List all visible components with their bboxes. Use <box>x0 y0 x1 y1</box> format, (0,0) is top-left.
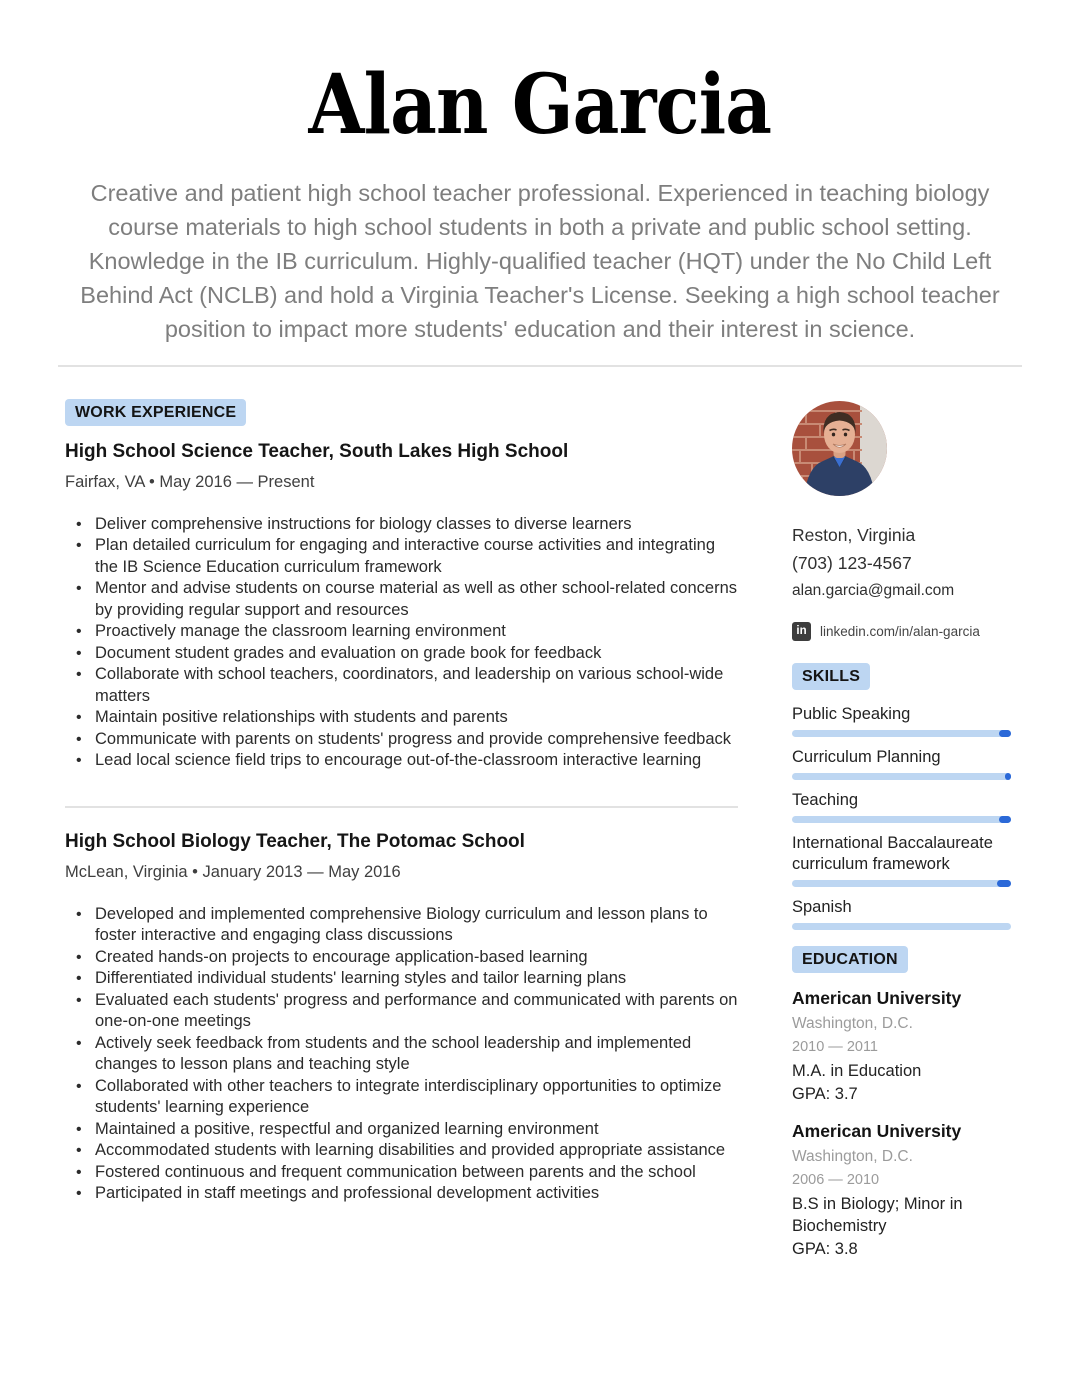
sidebar <box>792 399 1011 1261</box>
linkedin-icon: in <box>792 622 811 641</box>
skill-name: Teaching <box>792 790 859 809</box>
contact-info <box>792 521 1011 605</box>
skill-bar <box>792 730 1011 737</box>
bullet-item: • Actively seek feedback from students and the school leadership and implemented changes to lesson plans and teaching style <box>65 1033 738 1076</box>
bullet-item: • Collaborate with school teachers, coordinators, and leadership on various school-wide matters <box>65 664 738 707</box>
skill-bar <box>792 816 1011 823</box>
bullet-item: • Maintained a positive, respectful and organized learning environment <box>65 1119 738 1141</box>
bullet-item: • Document student grades and evaluation on grade book for feedback <box>65 643 738 665</box>
education-dates: 2006 — 2010 <box>792 1171 880 1188</box>
skills-section <box>792 663 1011 690</box>
skills-section-label: SKILLS <box>792 663 870 690</box>
job-title: High School Science Teacher, South Lakes High School <box>65 440 569 462</box>
bullet-item: • Collaborated with other teachers to integrate interdisciplinary opportunities to optimize students' learning experience <box>65 1076 738 1119</box>
contact-phone: (703) 123-4567 <box>792 552 912 573</box>
skill-item <box>792 790 1011 823</box>
main-column <box>65 399 738 1261</box>
skill-item <box>792 704 1011 737</box>
education-gpa: GPA: 3.8 <box>792 1239 858 1258</box>
education-location: Washington, D.C. <box>792 1014 913 1032</box>
bullet-item: • Proactively manage the classroom learning environment <box>65 621 738 643</box>
skill-name: International Baccalaureate curriculum framework <box>792 833 993 873</box>
contact-email: alan.garcia@gmail.com <box>792 581 955 599</box>
bullet-item: • Evaluated each students' progress and performance and communicated with parents on one-on-one meetings <box>65 990 738 1033</box>
job-meta: McLean, Virginia • January 2013 — May 2016 <box>65 862 401 881</box>
bullet-item: • Deliver comprehensive instructions for biology classes to diverse learners <box>65 514 738 536</box>
skill-level-marker <box>997 880 1011 887</box>
education-school: American University <box>792 1120 962 1141</box>
skill-bar <box>792 923 1011 930</box>
bullet-item: • Mentor and advise students on course material as well as other school-related concerns by providing regular support and resources <box>65 578 738 621</box>
education-section-label: EDUCATION <box>792 946 908 973</box>
education-gpa: GPA: 3.7 <box>792 1084 858 1103</box>
profile-summary: Creative and patient high school teacher professional. Experienced in teaching biology course materials to high school students in both a private and public school setting. Knowledge in the IB curriculum. Highly-qualified teacher (HQT) under the No Child Left Behind Act (NCLB) and hold a Virginia Teacher's License. Seeking a high school teacher position to impact more students' education and their interest in science. <box>80 179 1000 342</box>
bullet-item: • Participated in staff meetings and professional development activities <box>65 1183 738 1205</box>
education-entry-1 <box>792 985 1011 1106</box>
linkedin-row <box>792 622 1011 641</box>
education-location: Washington, D.C. <box>792 1147 913 1165</box>
bullet-item: • Lead local science field trips to encourage out-of-the-classroom interactive learning <box>65 750 738 772</box>
skill-level-marker <box>999 730 1011 737</box>
profile-photo-image <box>792 401 887 496</box>
education-degree: M.A. in Education <box>792 1061 922 1080</box>
job-bullet-list <box>65 904 738 1205</box>
job-meta: Fairfax, VA • May 2016 — Present <box>65 472 315 491</box>
skill-name: Curriculum Planning <box>792 747 941 766</box>
job-divider <box>65 806 738 808</box>
page-title: Alan Garcia <box>308 57 772 153</box>
skill-name: Spanish <box>792 897 852 916</box>
skill-item <box>792 747 1011 780</box>
bullet-item: • Differentiated individual students' learning styles and tailor learning plans <box>65 968 738 990</box>
bullet-item: • Communicate with parents on students' progress and provide comprehensive feedback <box>65 729 738 751</box>
bullet-item: • Fostered continuous and frequent communication between parents and the school <box>65 1162 738 1184</box>
skill-level-marker <box>1005 773 1011 780</box>
education-entry-2 <box>792 1118 1011 1261</box>
skill-item <box>792 897 1011 930</box>
bullet-item: • Accommodated students with learning disabilities and provided appropriate assistance <box>65 1140 738 1162</box>
education-degree: B.S in Biology; Minor in Biochemistry <box>792 1194 963 1235</box>
bullet-item: • Created hands-on projects to encourage application-based learning <box>65 947 738 969</box>
job-entry-2 <box>65 830 738 1205</box>
bullet-item: • Maintain positive relationships with students and parents <box>65 707 738 729</box>
job-bullet-list <box>65 514 738 772</box>
bullet-item: • Developed and implemented comprehensive Biology curriculum and lesson plans to foster interactive and engaging class discussions <box>65 904 738 947</box>
resume-header <box>0 0 1080 346</box>
education-school: American University <box>792 987 962 1008</box>
profile-photo <box>792 401 887 496</box>
education-section <box>792 946 1011 973</box>
skill-bar <box>792 773 1011 780</box>
skill-bar <box>792 880 1011 887</box>
job-entry-1 <box>65 440 738 772</box>
linkedin-url: linkedin.com/in/alan-garcia <box>820 623 980 639</box>
skills-list <box>792 704 1011 930</box>
job-title: High School Biology Teacher, The Potomac School <box>65 830 525 852</box>
content-columns <box>0 367 1080 1261</box>
contact-location: Reston, Virginia <box>792 524 916 545</box>
work-experience-section-label: WORK EXPERIENCE <box>65 399 246 426</box>
skill-name: Public Speaking <box>792 704 911 723</box>
skill-item <box>792 833 1011 887</box>
education-dates: 2010 — 2011 <box>792 1038 878 1055</box>
skill-level-marker <box>999 816 1011 823</box>
bullet-item: • Plan detailed curriculum for engaging and interactive course activities and integrating the IB Science Education curriculum framework <box>65 535 738 578</box>
